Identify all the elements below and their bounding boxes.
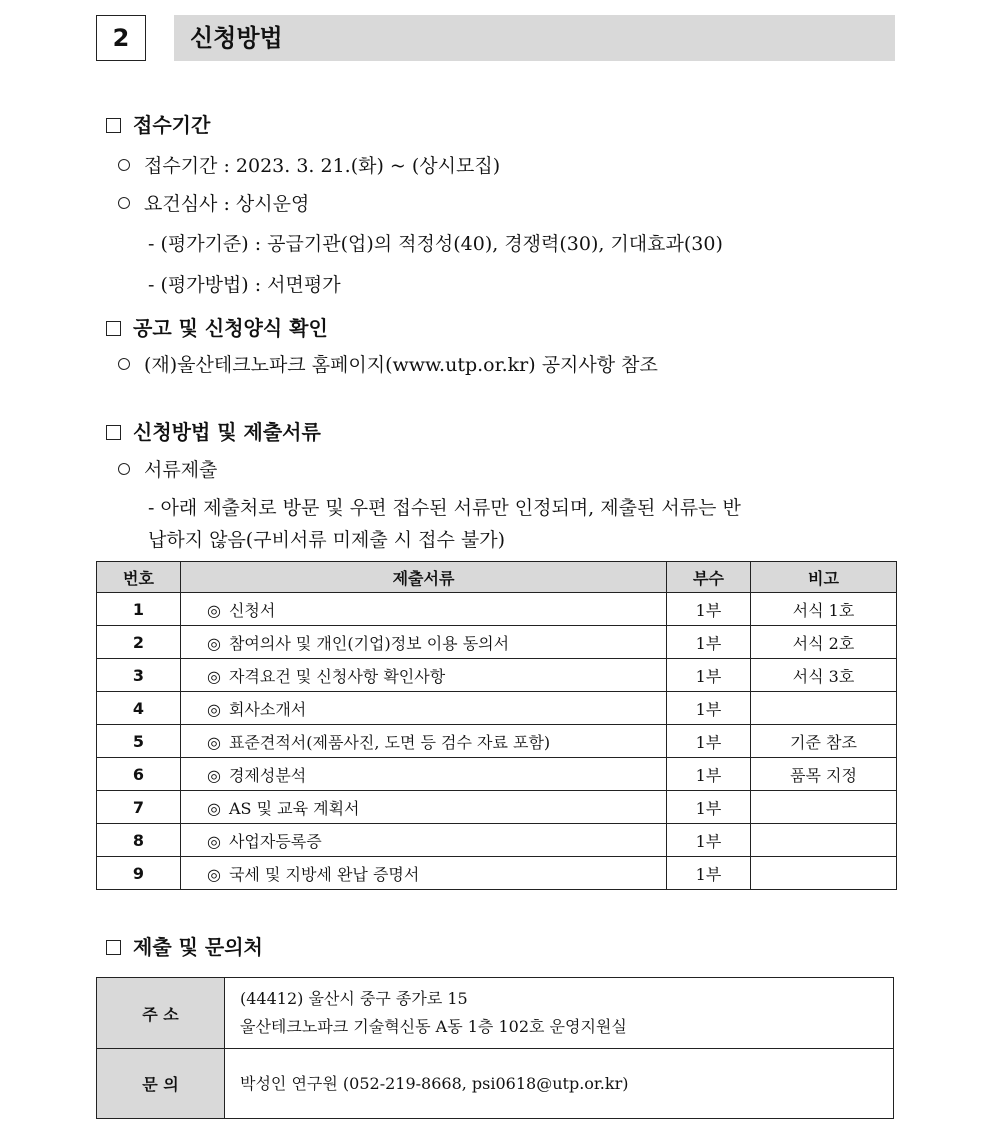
checkbox-square-icon: [106, 940, 121, 955]
contact-heading: [106, 934, 263, 960]
double-circle-icon: ◎: [207, 798, 221, 818]
method-note-line2: 납하지 않음(구비서류 미제출 시 접수 불가): [148, 529, 506, 551]
checkbox-square-icon: [106, 425, 121, 440]
row-number: 2: [97, 626, 181, 659]
table-row: [97, 593, 897, 626]
double-circle-icon: ◎: [207, 633, 221, 653]
table-header-row: [97, 562, 897, 593]
table-row: [97, 824, 897, 857]
reception-item: [118, 153, 500, 179]
row-document-text: 자격요건 및 신청사항 확인사항: [228, 666, 446, 686]
contact-table: [96, 977, 894, 1119]
section-title: 신청방법: [190, 24, 283, 52]
row-remark: [751, 692, 897, 725]
row-document-text: AS 및 교육 계획서: [228, 798, 360, 818]
evaluation-criteria: - (평가기준) : 공급기관(업)의 적정성(40), 경쟁력(30), 기대효과(30): [148, 233, 723, 255]
row-remark: [751, 824, 897, 857]
evaluation-method: - (평가방법) : 서면평가: [148, 274, 341, 296]
row-count: 1부: [667, 593, 751, 626]
inquiry-value: 박성인 연구원 (052-219-8668, psi0618@utp.or.kr): [225, 1049, 894, 1119]
method-item-text: 서류제출: [144, 459, 218, 481]
row-number: 8: [97, 824, 181, 857]
row-document-text: 회사소개서: [228, 699, 307, 719]
reception-item-text: 요건심사 : 상시운영: [144, 193, 310, 215]
checkbox-square-icon: [106, 118, 121, 133]
address-label: 주 소: [97, 978, 225, 1049]
documents-table: [96, 561, 897, 890]
row-document-text: 사업자등록증: [228, 831, 322, 851]
reception-item-text: 접수기간 : 2023. 3. 21.(화) ~ (상시모집): [144, 155, 501, 177]
row-document-text: 국세 및 지방세 완납 증명서: [228, 864, 420, 884]
table-row: [97, 692, 897, 725]
row-count: 1부: [667, 659, 751, 692]
notice-item-text: (재)울산테크노파크 홈페이지(www.utp.or.kr) 공지사항 참조: [144, 354, 658, 376]
row-document: [181, 758, 667, 791]
notice-heading-text: 공고 및 신청양식 확인: [133, 316, 328, 340]
row-number: 1: [97, 593, 181, 626]
row-number: 6: [97, 758, 181, 791]
section-number: 2: [96, 15, 146, 61]
address-line2: 울산테크노파크 기술혁신동 A동 1층 102호 운영지원실: [240, 1017, 627, 1036]
row-document: [181, 692, 667, 725]
method-note-line1: - 아래 제출처로 방문 및 우편 접수된 서류만 인정되며, 제출된 서류는 반: [148, 497, 741, 519]
row-count: 1부: [667, 791, 751, 824]
inquiry-label: 문 의: [97, 1049, 225, 1119]
double-circle-icon: ◎: [207, 666, 221, 686]
table-row: [97, 791, 897, 824]
row-document-text: 신청서: [228, 600, 276, 620]
row-document: [181, 791, 667, 824]
row-document: [181, 857, 667, 890]
double-circle-icon: ◎: [207, 765, 221, 785]
double-circle-icon: ◎: [207, 864, 221, 884]
row-document: [181, 725, 667, 758]
circle-bullet-icon: [118, 463, 130, 475]
row-count: 1부: [667, 692, 751, 725]
row-remark: 품목 지정: [751, 758, 897, 791]
reception-heading: [106, 112, 210, 138]
row-document: [181, 659, 667, 692]
inquiry-row: [97, 1049, 894, 1119]
contact-heading-text: 제출 및 문의처: [133, 935, 263, 959]
header-remark: 비고: [751, 562, 897, 593]
header-number: 번호: [97, 562, 181, 593]
row-count: 1부: [667, 758, 751, 791]
table-row: [97, 659, 897, 692]
row-remark: 서식 2호: [751, 626, 897, 659]
row-number: 5: [97, 725, 181, 758]
header-document: 제출서류: [181, 562, 667, 593]
table-row: [97, 857, 897, 890]
row-remark: 서식 3호: [751, 659, 897, 692]
row-document: [181, 626, 667, 659]
reception-heading-text: 접수기간: [133, 113, 211, 137]
notice-item: [118, 352, 658, 378]
circle-bullet-icon: [118, 358, 130, 370]
table-row: [97, 758, 897, 791]
double-circle-icon: ◎: [207, 732, 221, 752]
table-row: [97, 626, 897, 659]
double-circle-icon: ◎: [207, 600, 221, 620]
row-count: 1부: [667, 725, 751, 758]
double-circle-icon: ◎: [207, 699, 221, 719]
double-circle-icon: ◎: [207, 831, 221, 851]
row-document-text: 참여의사 및 개인(기업)정보 이용 동의서: [228, 633, 510, 653]
row-number: 7: [97, 791, 181, 824]
row-document: [181, 593, 667, 626]
method-heading-text: 신청방법 및 제출서류: [133, 420, 321, 444]
row-remark: 기준 참조: [751, 725, 897, 758]
row-number: 4: [97, 692, 181, 725]
row-document: [181, 824, 667, 857]
row-remark: [751, 857, 897, 890]
address-line1: (44412) 울산시 중구 종가로 15: [240, 989, 468, 1008]
row-document-text: 표준견적서(제품사진, 도면 등 검수 자료 포함): [228, 732, 551, 752]
row-number: 9: [97, 857, 181, 890]
method-item: [118, 457, 217, 483]
row-count: 1부: [667, 626, 751, 659]
table-row: [97, 725, 897, 758]
checkbox-square-icon: [106, 321, 121, 336]
notice-heading: [106, 315, 328, 341]
row-number: 3: [97, 659, 181, 692]
row-count: 1부: [667, 857, 751, 890]
row-count: 1부: [667, 824, 751, 857]
address-value: [225, 978, 894, 1049]
reception-item: [118, 191, 309, 217]
header-count: 부수: [667, 562, 751, 593]
method-heading: [106, 419, 321, 445]
circle-bullet-icon: [118, 159, 130, 171]
row-document-text: 경제성분석: [228, 765, 307, 785]
circle-bullet-icon: [118, 197, 130, 209]
address-row: [97, 978, 894, 1049]
row-remark: 서식 1호: [751, 593, 897, 626]
row-remark: [751, 791, 897, 824]
